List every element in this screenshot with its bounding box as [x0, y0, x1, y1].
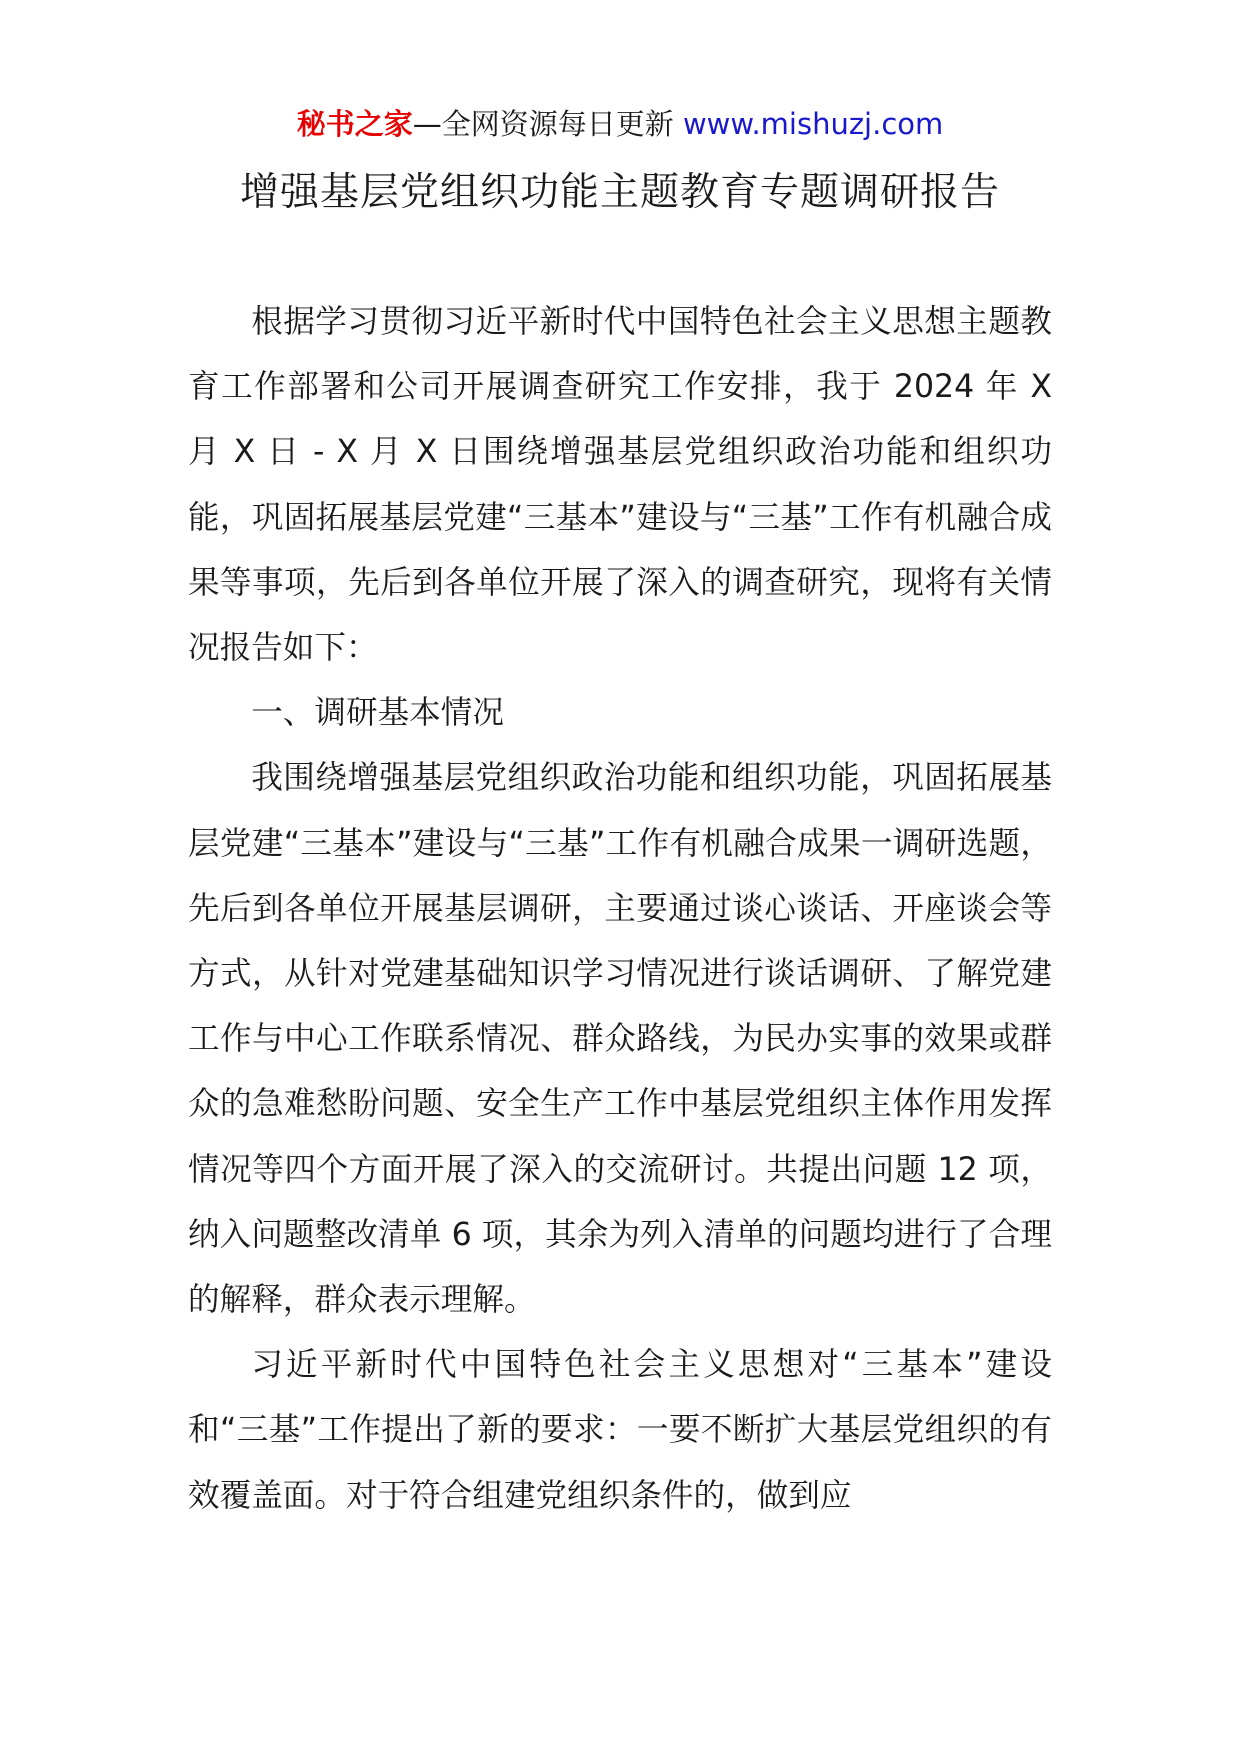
document-title: 增强基层党组织功能主题教育专题调研报告 [239, 170, 1000, 215]
site-header [0, 104, 1240, 144]
header-slogan: —全网资源每日更新 [412, 107, 683, 141]
body-paragraph: 我围绕增强基层党组织政治功能和组织功能，巩固拓展基层党建“三基本”建设与“三基”工作有机融合成果一调研选题，先后到各单位开展基层调研，主要通过谈心谈话、开座谈会等方式，从针对党建基础知识学习情况进行谈话调研、了解党建工作与中心工作联系情况、群众路线，为民办实事的效果或群众的急难愁盼问题、安全生产工作中基层党组织主体作用发挥情况等四个方面开展了深入的交流研讨。共提出问题 12 项，纳入问题整改清单 6 项，其余为列入清单的问题均进行了合理的解释，群众表示理解。 [188, 760, 1052, 1319]
body-paragraph: 习近平新时代中国特色社会主义思想对“三基本”建设和“三基”工作提出了新的要求：一要不断扩大基层党组织的有效覆盖面。对于符合组建党组织条件的，做到应 [188, 1347, 1052, 1514]
section-heading: 一、调研基本情况 [251, 695, 504, 732]
document-body [188, 290, 1052, 1529]
intro-paragraph: 根据学习贯彻习近平新时代中国特色社会主义思想主题教育工作部署和公司开展调查研究工作安排，我于 2024 年 X 月 X 日 - X 月 X 日围绕增强基层党组织政治功能和组织功能，巩固拓展基层党建“三基本”建设与“三基”工作有机融合成果等事项，先后到各单位开展了深入的调查研究，现将有关情况报告如下： [188, 304, 1052, 667]
site-url-link[interactable]: www.mishuzj.com [682, 107, 944, 141]
brand-name: 秘书之家 [296, 107, 413, 141]
